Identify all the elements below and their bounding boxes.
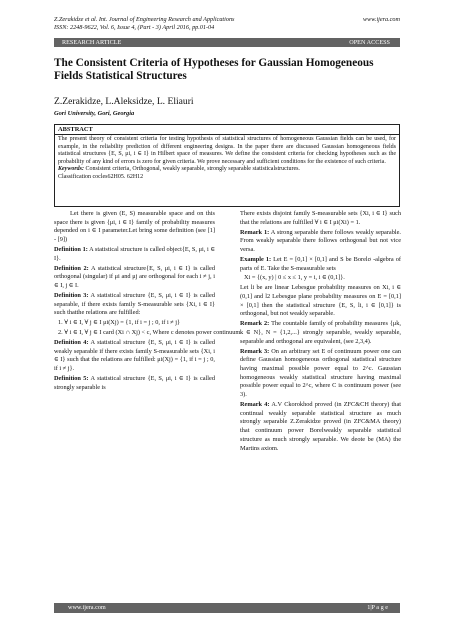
left-column-paragraph-text: A statistical structure {E, S, μi, i ∈ I} is called separable, if there exists family S-measurable sets {Xi, i ∈ I} such thatthe relations are fulfilled: — [54, 291, 215, 317]
right-column-paragraph-text: A.V Ckorokhod proved (in ZFC&CH theory) that continual weakly separable statistical structure as much strongly separable Z.Zerakidze proved (in ZFC&MA theory) that continuum power Borelweakly separable statistical structure as much strongly separable. We deote be (MA) the Martins axiom. — [240, 401, 401, 452]
right-column-paragraph — [240, 274, 401, 283]
left-column-paragraph — [54, 339, 215, 374]
right-column-paragraph-text: The countable family of probability measures {μk, k ∈ N}, N = {1,2,...} strongly separable, weakly separable, separable and orthogonal are equivalent, (see 2,3,4). — [240, 320, 401, 345]
journal-line: Z.Zerakidze et al. Int. Journal of Engineering Research and Applications — [54, 16, 235, 23]
left-column-paragraph — [54, 246, 215, 263]
left-column-paragraph-text: A statistical structure {E, S, μi, i ∈ I} is called weakly separable if there exists family S-measurable sets {Xi, i ∈ I} such that the relations are fulfilled: μi(Xj) = {1, if i = j ; 0, if i ≠ j}. — [54, 338, 215, 373]
left-column-paragraph-text: Let there is given (E, S) measurable space and on this space there is given {μi, i ∈ I} family of probability measures depended on i ∈ I parameter.Let bring some definition (see [1] - [9]) — [54, 210, 215, 244]
page-header — [54, 16, 400, 32]
keywords-label: Keywords: — [58, 166, 84, 173]
right-column-paragraph — [240, 401, 401, 453]
right-column-paragraph-text: Let li be are linear Lebesgue probability measures on Xi, i ∈ (0,1] and l2 Lebesgue plane probability measures on E = [0,1] × [0,1] then the statistical structure {E, S, li, i ∈ [0,1]} is orthogonal, but not weakly separable. — [240, 284, 401, 318]
open-access-label: OPEN ACCESS — [349, 39, 390, 46]
right-column-paragraph-text: There exists disjoint family S-measurable sets {Xi, i ∈ I} such that the relations are fulfilled ∀ i ∈ I μi(Xi) = 1. — [240, 210, 401, 226]
left-column-paragraph-text: 1. ∀ i ∈ I, ∀ j ∈ I μi(Xj) = {1, if i = j ; 0, if i ≠ j} — [58, 319, 181, 327]
authors: Z.Zerakidze, L.Aleksidze, L. Eliauri — [54, 96, 194, 107]
page-number: 1|P a g e — [367, 604, 388, 611]
left-column-paragraph-heading: Definition 1: — [54, 246, 88, 253]
abstract-text: The present theory of consistent criteria for testing hypothesis of statistical structures of homogeneous Gaussian fields can be used, for example, in the reliability prediction of different engineering designs. In the paper there are discussed Gaussian homogeneous fields statistical structures {E, S, μi, i ∈ I} in Hilbert space of measures. We define the consistent criteria for checking hypotheses such as the probability of any kind of errors is zero for given criteria. We prove necessary and sufficient conditions for the existence of such criteria. — [58, 136, 396, 165]
right-column-paragraph-text: On an arbitrary set E of continuum power one can define Gaussian homogeneous orthogonal statistical structure having maximal possible power equal to 2^c. Gaussian homogeneous weakly statistical structure having maximal possible power equal to 2^c, where C is continuum power (see 3). — [240, 347, 401, 399]
left-column-paragraph-text: A statistical structure is called object{E, S, μi, i ∈ I}. — [54, 246, 215, 262]
right-column-paragraph-text: Let E = [0,1] × [0,1] and S be Borelσ -algebra of parts of E. Take the S-measurable sets — [240, 255, 401, 272]
issn-line: ISSN: 2248-9622, Vol. 6, Issue 4, (Part - 3) April 2016, pp.01-04 — [54, 24, 215, 32]
top-band — [54, 38, 400, 47]
classification: Classification cocles62H05. 62H12 — [58, 173, 144, 180]
right-column-paragraph-heading: Example 1: — [240, 255, 272, 263]
left-column-paragraph-heading: Definition 3: — [54, 291, 89, 299]
right-column-paragraph — [240, 348, 401, 400]
right-column-paragraph — [240, 229, 401, 255]
right-column-paragraph — [240, 284, 401, 319]
left-column-paragraph — [54, 375, 215, 392]
right-column-paragraph-heading: Remark 1: — [240, 228, 270, 236]
footer-band — [54, 603, 400, 613]
left-column-paragraph-heading: Definition 5: — [54, 374, 89, 382]
footer-url-link[interactable]: www.ijera.com — [68, 604, 106, 611]
right-column-paragraph-text: A strong separable there follows weakly separable. From weakly separable there follows orthogonal but not vice versa. — [240, 228, 401, 253]
keywords — [58, 166, 396, 174]
paper-title: The Consistent Criteria of Hypotheses for Gaussian Homogeneous Fields Statistical Structures — [54, 57, 374, 83]
left-column-paragraph-text: 2. ∀ i ∈ I, ∀ j ∈ I card (Xi ∩ Xj) < c, Where c denotes power continuum. — [58, 329, 242, 337]
right-column-paragraph-heading: Remark 2: — [240, 320, 270, 328]
right-column-paragraph — [240, 210, 401, 227]
left-column-paragraph — [54, 292, 215, 318]
right-column — [240, 210, 401, 600]
left-column-paragraph — [54, 329, 242, 338]
left-column-paragraph — [54, 265, 215, 291]
header-url-link[interactable]: www.ijera.com — [362, 16, 400, 23]
right-column-paragraph-heading: Remark 3: — [240, 347, 270, 355]
left-column-paragraph-text: A statistical structure {E, S, μi, i ∈ I} is called strongly separable is — [54, 374, 215, 391]
left-column-paragraph-text: A statistical structure{E, S, μi, i ∈ I} is called orthogonal (singular) if μi and μj are orthogonal for each i ≠ j, i ∈ I, j ∈ I. — [54, 264, 215, 289]
affiliation: Gori University, Gori, Georgia — [54, 110, 135, 117]
right-column-paragraph — [240, 256, 401, 273]
left-column-paragraph — [54, 210, 215, 245]
right-column-paragraph — [240, 320, 401, 346]
abstract-heading: ABSTRACT — [55, 125, 399, 135]
left-column — [54, 210, 242, 600]
abstract-box — [54, 124, 400, 207]
keywords-text: Consistent criteria, Orthogonal, weakly separable, strongly separable statisticalstructures. — [84, 166, 300, 173]
right-column-paragraph-text: Xi = {(x, y) | 0 ≤ x ≤ 1, y = i, i ∈ (0,1]}. — [244, 274, 345, 282]
left-column-paragraph — [54, 319, 215, 328]
right-column-paragraph-heading: Remark 4: — [240, 401, 270, 409]
article-type-label: RESEARCH ARTICLE — [62, 39, 122, 46]
left-column-paragraph-heading: Definition 2: — [54, 264, 89, 272]
left-column-paragraph-heading: Definition 4: — [54, 338, 89, 346]
